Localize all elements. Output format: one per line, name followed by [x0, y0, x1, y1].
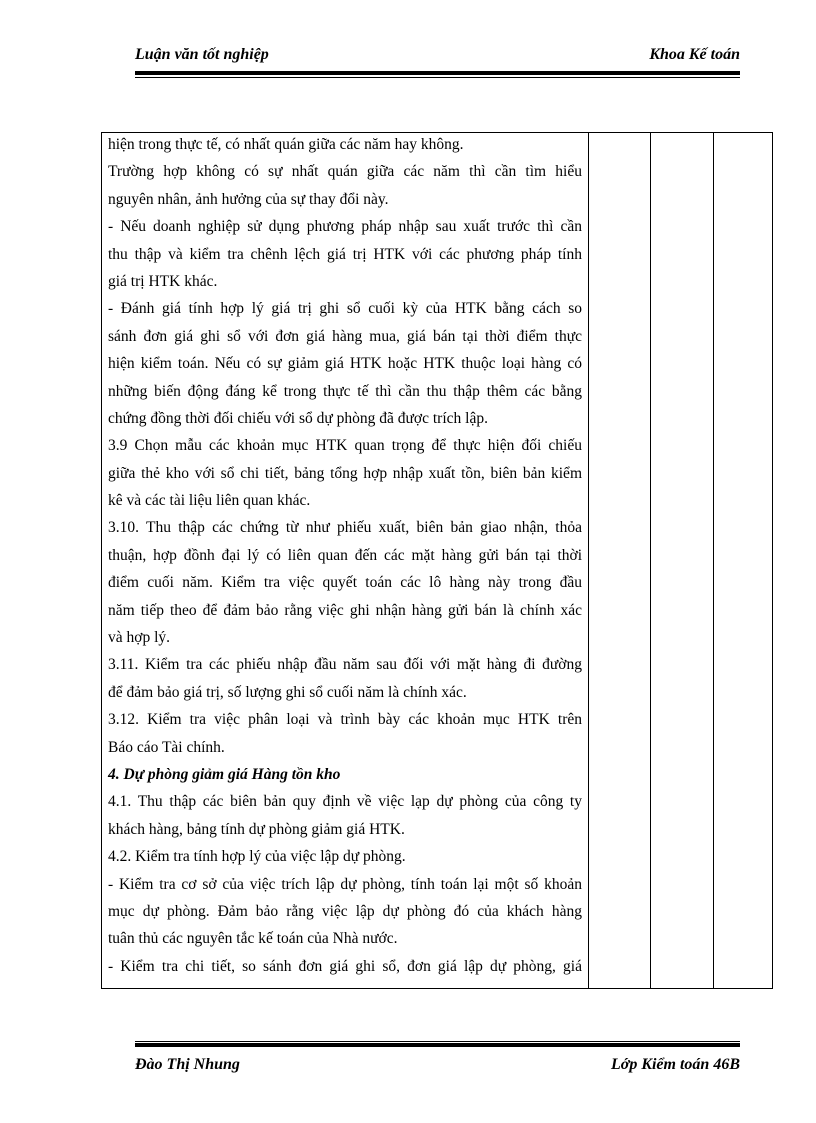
text-line: để đảm bảo giá trị, số lượng ghi sổ cuối năm là chính xác. — [108, 683, 467, 701]
text-line: - Nếu doanh nghiệp sử dụng phương pháp nhập sau xuất trước thì cần — [108, 218, 582, 236]
text-line: kê và các tài liệu liên quan khác. — [108, 492, 311, 510]
header-thesis-title: Luận văn tốt nghiệp — [135, 46, 269, 63]
text-line: 3.11. Kiểm tra các phiếu nhập đầu năm sau đối với mặt hàng đi đường — [108, 656, 582, 674]
text-line: Báo cáo Tài chính. — [108, 738, 225, 756]
text-line: 4.2. Kiểm tra tính hợp lý của việc lập dự phòng. — [108, 848, 406, 866]
table-column-divider — [713, 133, 714, 988]
text-line: thu thập và kiểm tra chênh lệch giá trị HTK với các phương pháp tính — [108, 245, 582, 263]
header-rule-thick — [135, 71, 740, 75]
footer-rule-thin — [135, 1041, 740, 1042]
procedure-text-column — [108, 131, 582, 980]
text-line: - Đánh giá tính hợp lý giá trị ghi sổ cuối kỳ của HTK bằng cách so — [108, 300, 582, 318]
page-footer — [135, 1056, 740, 1078]
text-line: - Kiểm tra cơ sở của việc trích lập dự phòng, tính toán lại một số khoản — [108, 875, 582, 893]
text-line: giá trị HTK khác. — [108, 272, 218, 290]
text-line: 3.12. Kiểm tra việc phân loại và trình bày các khoản mục HTK trên — [108, 711, 582, 729]
text-line: nguyên nhân, ảnh hưởng của sự thay đổi này. — [108, 190, 389, 208]
text-line: những biến động đáng kể trong thực tế thì cần thu thập thêm các bằng — [108, 382, 582, 400]
footer-author: Đào Thị Nhung — [135, 1056, 240, 1073]
text-line: 3.9 Chọn mẫu các khoản mục HTK quan trọng để thực hiện đối chiếu — [108, 437, 582, 455]
table-column-divider — [650, 133, 651, 988]
header-faculty: Khoa Kế toán — [649, 46, 740, 63]
table-column-divider — [588, 133, 589, 988]
text-line: 4. Dự phòng giảm giá Hàng tồn kho — [108, 765, 341, 783]
text-line: hiện trong thực tế, có nhất quán giữa các năm hay không. — [108, 136, 464, 153]
text-line: và hợp lý. — [108, 629, 171, 647]
header-rule-thin — [135, 77, 740, 78]
text-line: năm tiếp theo để đảm bảo rằng việc ghi nhận hàng gửi bán là chính xác — [108, 601, 582, 619]
page-header — [135, 46, 740, 68]
text-line: hiện kiểm toán. Nếu có sự giảm giá HTK hoặc HTK thuộc loại hàng có — [108, 355, 582, 373]
text-line: 3.10. Thu thập các chứng từ như phiếu xuất, biên bản giao nhận, thỏa — [108, 519, 582, 537]
text-line: thuận, hợp đồnh đại lý có liên quan đến các mặt hàng gửi bán tại thời — [108, 546, 582, 564]
footer-class: Lớp Kiểm toán 46B — [610, 1056, 740, 1073]
text-line: mục dự phòng. Đảm bảo rằng việc lập dự phòng đó của khách hàng — [108, 902, 582, 920]
text-line: Trường hợp không có sự nhất quán giữa các năm thì cần tìm hiểu — [108, 163, 582, 181]
text-line: - Kiểm tra chi tiết, so sánh đơn giá ghi sổ, đơn giá lập dự phòng, giá — [108, 957, 582, 975]
text-line: chứng đồng thời đối chiếu với sổ dự phòng đã được trích lập. — [108, 409, 488, 427]
text-line: điểm cuối năm. Kiểm tra việc quyết toán các lô hàng này trong đầu — [108, 574, 582, 592]
text-line: giữa thẻ kho với sổ chi tiết, bảng tổng hợp nhập xuất tồn, biên bản kiểm — [108, 464, 582, 482]
text-line: tuân thủ các nguyên tắc kế toán của Nhà nước. — [108, 930, 398, 948]
footer-rule-thick — [135, 1043, 740, 1047]
text-line: 4.1. Thu thập các biên bản quy định về việc lạp dự phòng của công ty — [108, 793, 582, 811]
text-line: sánh đơn giá ghi sổ với đơn giá hàng mua, giá bán tại thời điểm thực — [108, 327, 582, 345]
text-line: khách hàng, bảng tính dự phòng giảm giá HTK. — [108, 820, 405, 838]
